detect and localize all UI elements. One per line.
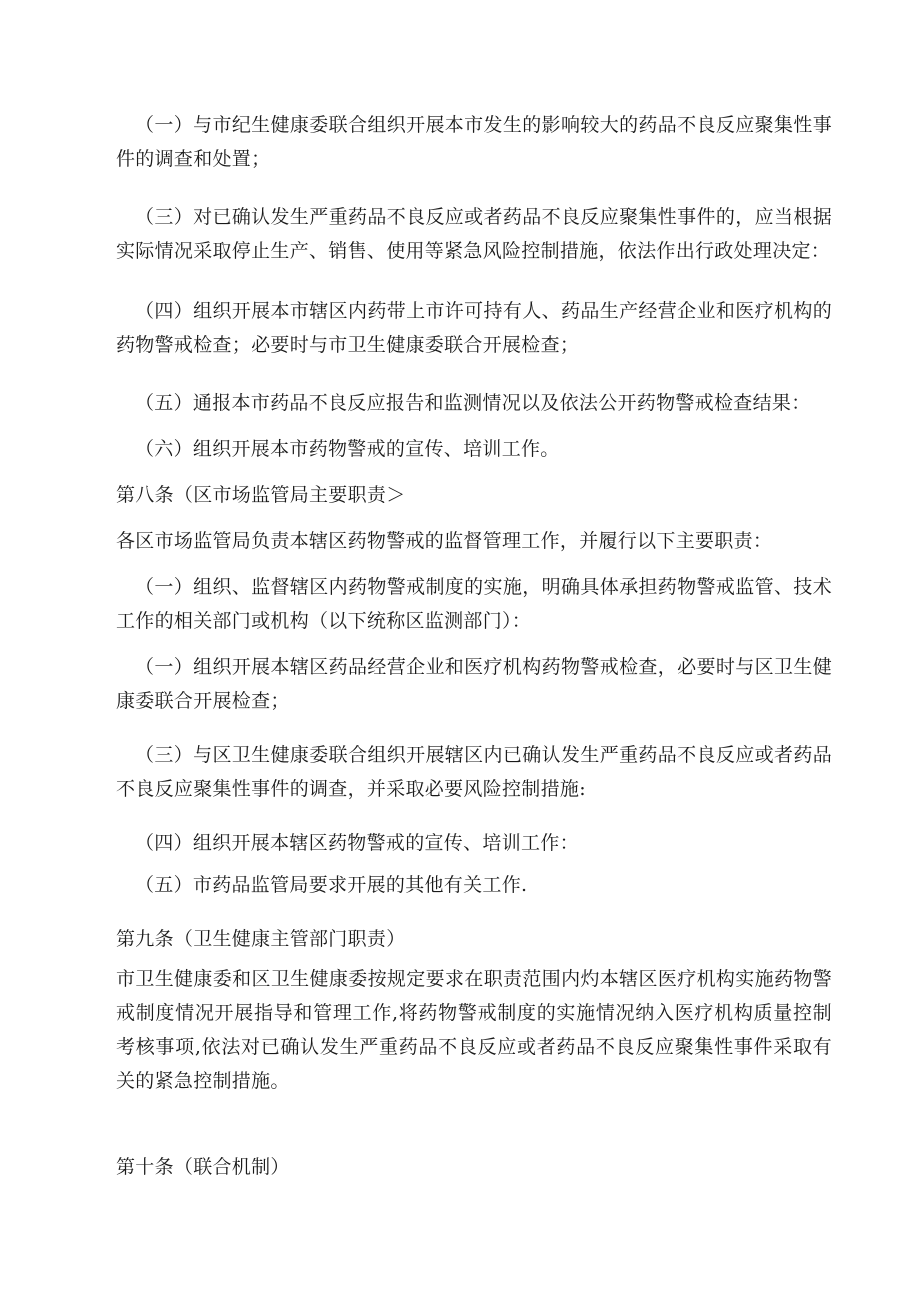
paragraph-item-1: （一）与市纪生健康委联合组织开展本市发生的影响较大的药品不良反应聚集性事件的调查和处置； xyxy=(116,114,832,170)
paragraph-item-6: （六）组织开展本市药物警戒的宣传、培训工作。 xyxy=(135,438,560,460)
article-8-item-1: （一）组织、监督辖区内药物警戒制度的实施，明确具体承担药物警戒监管、技术工作的相关部门或机构（以下统称区监测部门）： xyxy=(116,576,832,632)
article-9-body: 市卫生健康委和区卫生健康委按规定要求在职责范围内灼本辖区医疗机构实施药物警戒制度情况开展指导和管理工作,将药物警戒制度的实施情况纳入医疗机构质量控制考核事项,依法对已确认发生严重药品不良反应或者药品不良反应聚集性事件采取有关的紧急控制措施。 xyxy=(116,968,832,1092)
article-8-item-4: （四）组织开展本辖区药物警戒的宣传、培训工作： xyxy=(135,832,579,854)
article-8-heading: 第八条（区市场监管局主要职责＞ xyxy=(116,484,406,506)
paragraph-item-3: （三）对已确认发生严重药品不良反应或者药品不良反应聚集性事件的，应当根据实际情况采取停止生产、销售、使用等紧急风险控制措施，依法作出行政处理决定： xyxy=(116,206,832,262)
paragraph-item-4: （四）组织开展本市辖区内药带上市许可持有人、药品生产经营企业和医疗机构的药物警戒检查；必要时与市卫生健康委联合开展检查； xyxy=(116,300,832,356)
article-8-item-5: （五）市药品监管局要求开展的其他有关工作. xyxy=(135,874,528,896)
article-8-item-3: （三）与区卫生健康委联合组织开展辖区内已确认发生严重药品不良反应或者药品不良反应聚集性事件的调查，并采取必要风险控制措施: xyxy=(116,744,832,800)
article-8-item-2: （一）组织开展本辖区药品经营企业和医疗机构药物警戒检查，必要时与区卫生健康委联合开展检查； xyxy=(116,656,832,712)
article-10-heading: 第十条（联合机制） xyxy=(116,1156,290,1178)
article-8-intro: 各区市场监管局负责本辖区药物警戒的监督管理工作，并履行以下主要职责： xyxy=(116,530,773,552)
paragraph-item-5: （五）通报本市药品不良反应报告和监测情况以及依法公开药物警戒检查结果： xyxy=(135,392,811,414)
article-9-heading: 第九条（卫生健康主管部门职责） xyxy=(116,928,406,950)
